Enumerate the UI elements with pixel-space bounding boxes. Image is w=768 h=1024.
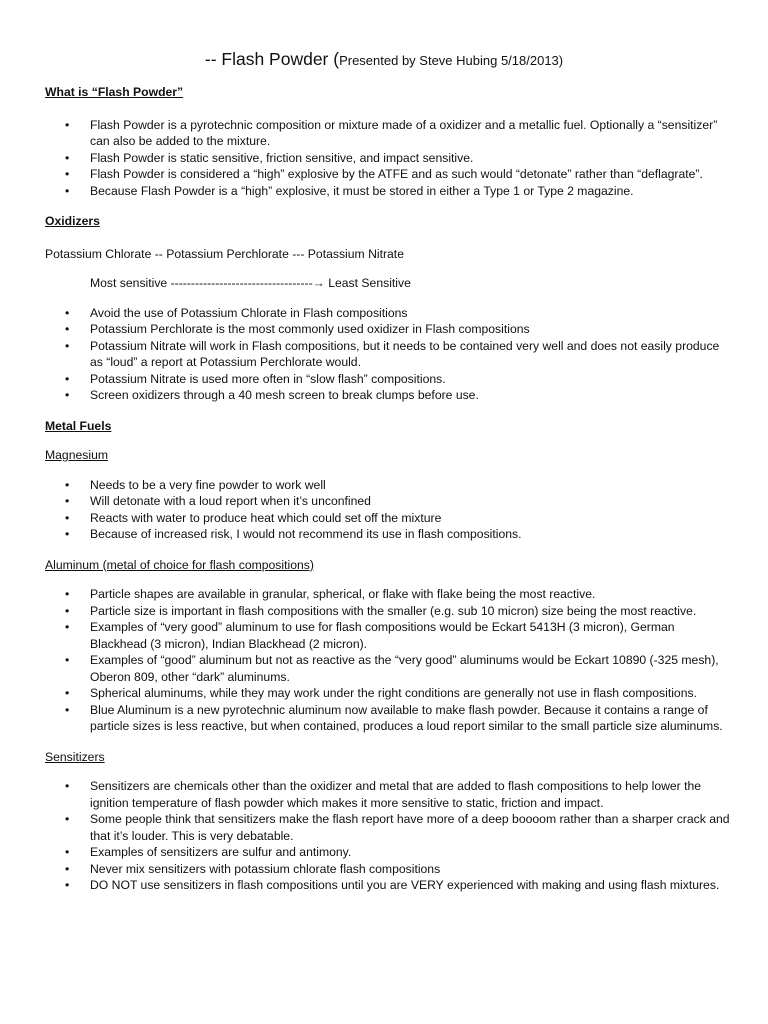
subheading-sensitizers: Sensitizers — [45, 749, 105, 764]
list-item: • Potassium Nitrate is used more often in “slow flash” compositions. — [45, 371, 730, 388]
page-title — [0, 49, 768, 70]
list-item: • Flash Powder is a pyrotechnic composition or mixture made of a oxidizer and a metallic fuel. Optionally a “sensitizer” can also be added to the mixture. — [45, 117, 730, 150]
list-item: • Because of increased risk, I would not recommend its use in flash compositions. — [45, 526, 730, 543]
list-item: • Examples of sensitizers are sulfur and antimony. — [45, 844, 730, 861]
list-item: • Because Flash Powder is a “high” explosive, it must be stored in either a Type 1 or Type 2 magazine. — [45, 183, 730, 200]
magnesium-list — [45, 477, 730, 543]
aluminum-list — [45, 586, 730, 735]
list-item: • Flash Powder is considered a “high” explosive by the ATFE and as such would “detonate” rather than “deflagrate”. — [45, 166, 730, 183]
title-presenter: Presented by Steve Hubing 5/18/2013) — [339, 53, 564, 68]
title-main: -- Flash Powder ( — [204, 49, 340, 69]
list-item: • Flash Powder is static sensitive, friction sensitive, and impact sensitive. — [45, 150, 730, 167]
list-item: • Blue Aluminum is a new pyrotechnic aluminum now available to make flash powder. Because it contains a range of particle sizes is less reactive, but when contained, produces a loud report similar to the small particle size aluminums. — [45, 702, 730, 735]
sensitizers-list — [45, 778, 730, 894]
subheading-aluminum: Aluminum (metal of choice for flash compositions) — [45, 557, 314, 572]
list-item: • Screen oxidizers through a 40 mesh screen to break clumps before use. — [45, 387, 730, 404]
oxidizer-list-line: Potassium Chlorate -- Potassium Perchlorate --- Potassium Nitrate — [45, 246, 404, 261]
list-item: • DO NOT use sensitizers in flash compositions until you are VERY experienced with making and using flash mixtures. — [45, 877, 730, 894]
list-item: • Particle shapes are available in granular, spherical, or flake with flake being the most reactive. — [45, 586, 730, 603]
list-item: • Potassium Perchlorate is the most commonly used oxidizer in Flash compositions — [45, 321, 730, 338]
oxidizers-list — [45, 305, 730, 404]
sensitivity-scale: Most sensitive -----------------------------------→ Least Sensitive — [90, 276, 411, 290]
list-item: • Examples of “very good” aluminum to use for flash compositions would be Eckart 5413H (3 micron), German Blackhead (3 micron), Indian Blackhead (2 micron). — [45, 619, 730, 652]
list-item: • Some people think that sensitizers make the flash report have more of a deep boooom rather than a sharper crack and that it’s louder. This is very debatable. — [45, 811, 730, 844]
list-item: • Avoid the use of Potassium Chlorate in Flash compositions — [45, 305, 730, 322]
list-item: • Reacts with water to produce heat which could set off the mixture — [45, 510, 730, 527]
document-body — [45, 84, 730, 905]
section-heading-what: What is “Flash Powder” — [45, 85, 184, 99]
list-item: • Spherical aluminums, while they may work under the right conditions are generally not use in flash compositions. — [45, 685, 730, 702]
list-item: • Sensitizers are chemicals other than the oxidizer and metal that are added to flash compositions to help lower the ignition temperature of flash powder which makes it more sensitive to static, friction and impact. — [45, 778, 730, 811]
what-list — [45, 117, 730, 200]
list-item: • Never mix sensitizers with potassium chlorate flash compositions — [45, 861, 730, 878]
list-item: • Examples of “good” aluminum but not as reactive as the “very good” aluminums would be Eckart 10890 (-325 mesh), Oberon 809, other “dark” aluminums. — [45, 652, 730, 685]
list-item: • Needs to be a very fine powder to work well — [45, 477, 730, 494]
list-item: • Potassium Nitrate will work in Flash compositions, but it needs to be contained very well and does not easily produce as “loud” a report at Potassium Perchlorate would. — [45, 338, 730, 371]
section-heading-metal-fuels: Metal Fuels — [45, 418, 112, 433]
section-heading-oxidizers: Oxidizers — [45, 214, 100, 228]
subheading-magnesium: Magnesium — [45, 448, 108, 462]
list-item: • Will detonate with a loud report when it’s unconfined — [45, 493, 730, 510]
list-item: • Particle size is important in flash compositions with the smaller (e.g. sub 10 micron) size being the most reactive. — [45, 603, 730, 620]
